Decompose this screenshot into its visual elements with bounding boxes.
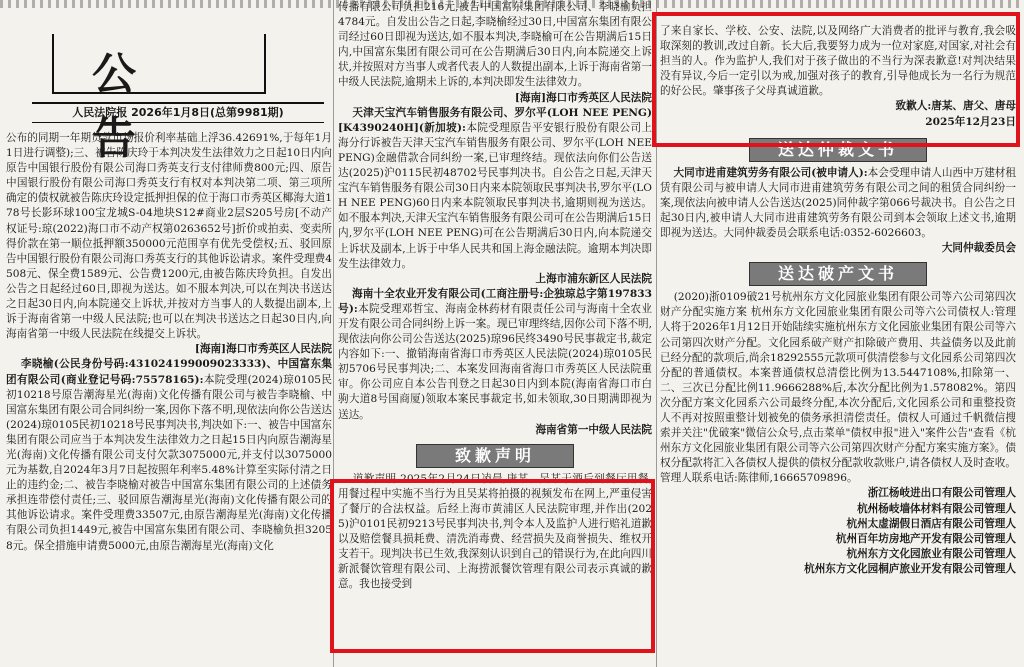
apology-text: 道歉声明 2025年2月24日凌晨,唐某、吴某于酒后到餐厅用餐,用餐过程中实施不当行为且吴某将拍摄的视频发布在网上,严重侵害了餐厅的合法权益。后经上海市黄浦区人民法院审理,并作出(2025)沪0101民初9213号民事判决书,判令本人及监护人进行赔礼道歉以及赔偿餐具损耗费、清洗消毒费、经营损失及商誉损失、维权开支若干。现判决书已生效,我深刻认识到自己的错误行为,在此向四川新派餐饮管理有限公司、上海捞派餐饮管理有限公司表示真诚的歉意。我也接受到: [338, 472, 652, 591]
manager-signature: 杭州太虚湖假日酒店有限公司管理人: [846, 517, 1016, 530]
notice-3-text: 本院受理原告平安银行股份有限公司上海分行诉被告天津天宝汽车销售服务有限公司、罗尔平(LOH NEE PENG)金融借款合同纠纷一案,已审理终结。现依法向你们公告送达(2025)沪0115民初48702号民事判决书。自公告之日起,天津天宝汽车销售服务有限公司30日内来本院领取民事判决书,罗尔平(LOH NEE PENG)60日内来本院领取民事判决书,逾期则视为送达。如不服本判决,天津天宝汽车销售服务有限公司可在公告期满后15日内,罗尔平(LOH NEE PENG)可在公告期满后30日内,向本院递交上诉状及副本,上诉于中华人民共和国上海金融法院。逾期本判决即发生法律效力。: [338, 121, 652, 270]
notice-4-party: 海南十全农业开发有限公司(工商注册号:企独琼总字第197833号):: [338, 287, 652, 315]
issue-meta: 人民法院报 2026年1月8日(总第9981期): [32, 102, 324, 123]
notice-1-signature: [海南]海口市秀英区人民法院: [194, 343, 332, 356]
apology-date: 2025年12月23日: [925, 115, 1016, 128]
notice-2-text: 本院受理(2024)琼0105民初10218号原告潮海星光(海南)文化传播有限公司与被告李晓榆、中国富东集团有限公司合同纠纷一案,因你下落不明,现依法向你公告送达(2024)琼0105民初10218号民事判决书,判决如下:一、被告中国富东集团有限公司应当于本判决发生法律效力之日起15日内向原告潮海星光(海南)文化传播有限公司支付欠款3075000元,并支付以3075000元为基数,自2024年3月7日起按照年利率5.48%计算至实际付清之日止的违约金;二、被告李晓榆对被告中国富东集团有限公司的上述债务承担连带偿付责任;三、驳回原告潮海星光(海南)文化传播有限公司的其他诉讼请求。案件受理费33507元,由原告潮海星光(海南)文化传播有限公司负担1449元,被告中国富东集团有限公司、李晓榆负担32058元。保全措施申请费5000元,由原告潮海星光(海南)文化: [6, 373, 332, 552]
arbitration-party: 大同市进甫建筑劳务有限公司(被申请人):: [673, 166, 868, 179]
manager-signature: 浙江杨岐进出口有限公司管理人: [867, 487, 1016, 500]
notice-3-party: 天津天宝汽车销售服务有限公司、罗尔平(LOH NEE PENG)[K4390240H](新加坡):: [338, 106, 652, 134]
apology-banner: 致歉声明: [416, 444, 574, 468]
manager-signature: 杭州东方文化园桐庐旅业开发有限公司管理人: [804, 562, 1016, 575]
notice-2-cont-text: 传播有限公司负担216元,被告中国富东集团有限公司、李晓榆负担4784元。自发出公告之日起,李晓榆经过30日,中国富东集团有限公司经过60日即视为送达,如不服本判决,李晓榆可在公告期满后15日内,中国富东集团有限公司可在公告期满后30日内,向本院递交上诉状,并按照对方当事人或者代表人的人数提出副本,上诉于海南省第一中级人民法院,逾期未上诉的,本判决即发生法律效力。: [338, 1, 652, 89]
notice-title: 公 告: [92, 49, 172, 164]
notice-3-body: [338, 106, 652, 272]
notice-3-signature: 上海市浦东新区人民法院: [535, 272, 652, 285]
notice-4-signature: 海南省第一中级人民法院: [535, 423, 652, 436]
notice-2-signature: [海南]海口市秀英区人民法院: [514, 91, 652, 104]
notice-4-text: 本院受理邓哲宝、海南金林药材有限责任公司与海南十全农业开发有限公司合同纠纷上诉一案。现已审理终结,因你公司下落不明,现依法向你公司公告送达(2025)琼96民终3490号民事裁定书,裁定内容如下:一、撤销海南省海口市秀英区人民法院(2024)琼0105民初5706号民事判决;二、本案发回海南省海口市秀英区人民法院重审。你公司应自本公告刊登之日起30日内到本院(海南省海口市白驹大道8号国商厦)领取本案民事裁定书,如未领取,30日期满即视为送达。: [338, 302, 652, 421]
bankruptcy-body: [660, 290, 1016, 486]
notice-4-body: [338, 287, 652, 423]
manager-signature: 杭州杨岐墙体材料有限公司管理人: [857, 502, 1016, 515]
notice-1-text: 公布的同期一年期贷款市场报价利率基础上浮36.42691%,于每年1月1日进行调整);三、被告陈庆玲于本判决发生法律效力之日起10日内向原告中国银行股份有限公司海口秀英支行支付律师费800元;四、原告中国银行股份有限公司海口秀英支行有权对本判决第二项、第三项所确定的债权就被告陈庆玲设定抵押担保的位于海口市秀英区椰海大道178号长影环球100宝龙城S-04地块S12#商业2层S205号房[不动产权证号:琼(2022)海口市不动产权第0263652号]折价或拍卖、变卖所得价款在第一顺位抵押额350000元范围享有优先受偿权;五、驳回原告中国银行股份有限公司海口秀英支行的其他诉讼请求。案件受理费4508元、保全费1589元、公告费1200元,由被告陈庆玲负担。自发出公告之日起经过60日,即视为送达。如不服本判决,可以在判决书送达之日起30日内,向本院递交上诉状,并按对方当事人的人数提出副本,上诉于海南省第一中级人民法院;也可以在判决书送达之日起30日内,向海南省第一中级人民法院在线提交上诉状。: [6, 132, 332, 341]
apology-signature: 致歉人:唐某、唐父、唐母: [895, 100, 1016, 113]
bankruptcy-text: (2020)浙0109破21号杭州东方文化园旅业集团有限公司等六公司第四次财产分配实施方案 杭州东方文化园旅业集团有限公司等六公司债权人:管理人将于2026年1月12日开始陆续实施杭州东方文化园旅业集团有限公司等六公司第四次财产分配。文化园系破产财产扣除破产费用、共益债务以及此前已经分配的款项后,尚余18292555元款项可供清偿参与文化园系公司第四次分配的普通债权。本案普通债权总清偿比例为13.5447108%,扣除第一、二、三次已分配比例11.9666288%后,本次分配比例为1.578082%。第四次分配方案文化园系六公司最终分配,本次分配后,文化园系公司和重整投资人不再对按照重整计划被免的债务承担清偿责任。债权人可通过千帆微信搜索并关注"优破案"微信公众号,点击菜单"债权申报"进入"案件公告"查看《杭州东方文化园旅业集团有限公司等六公司第四次财产分配方案实施方案》。债权分配款将汇入各债权人提供的债权分配款收款账户,请各债权人及时查收。管理人联系电话:陈律师,16665709896。: [660, 291, 1016, 485]
arbitration-banner: 送达仲裁文书: [749, 138, 927, 162]
arbitration-text: 本会受理申请人山西中万建材租赁有限公司与被申请人大同市进甫建筑劳务有限公司之间的租赁合同纠纷一案,现依法向被申请人公告送达(2025)同仲裁字第066号裁决书。自公告之日起30日内,被申请人大同市进甫建筑劳务有限公司到本会领取上述文书,逾期即视为送达。大同仲裁委员会联系电话:0352-6026603。: [660, 166, 1016, 240]
arbitration-signature: 大同仲裁委员会: [941, 242, 1016, 255]
manager-signature: 杭州百年坊房地产开发有限公司管理人: [835, 532, 1016, 545]
apology-cont-text: 了来自家长、学校、公安、法院,以及网络广大消费者的批评与教育,我会吸取深刻的教训,改过自新。长大后,我要努力成为一位对家庭,对国家,对社会有担当的人。作为监护人,我们对于孩子做出的不当行为深表歉意!对判决结果没有异议,今后一定引以为戒,加强对孩子的教育,引导他成长为一名行为规范的好公民。肇事孩子父母真诚道歉。: [660, 25, 1016, 98]
highlight-box-apology-end: [652, 12, 1020, 147]
highlight-box-apology-start: [330, 479, 655, 653]
notice-2-continued: [338, 0, 652, 91]
notice-2-party: 李晓榆(公民身份号码:431024199009023333)、中国富东集团有限公司(商业登记号码:75578165):: [6, 358, 332, 386]
column-left: [6, 0, 332, 667]
bankruptcy-banner: 送达破产文书: [749, 262, 927, 286]
notice-2-body: [6, 357, 332, 553]
arbitration-body: [660, 166, 1016, 241]
manager-signature: 杭州东方文化园旅业有限公司管理人: [846, 547, 1016, 560]
